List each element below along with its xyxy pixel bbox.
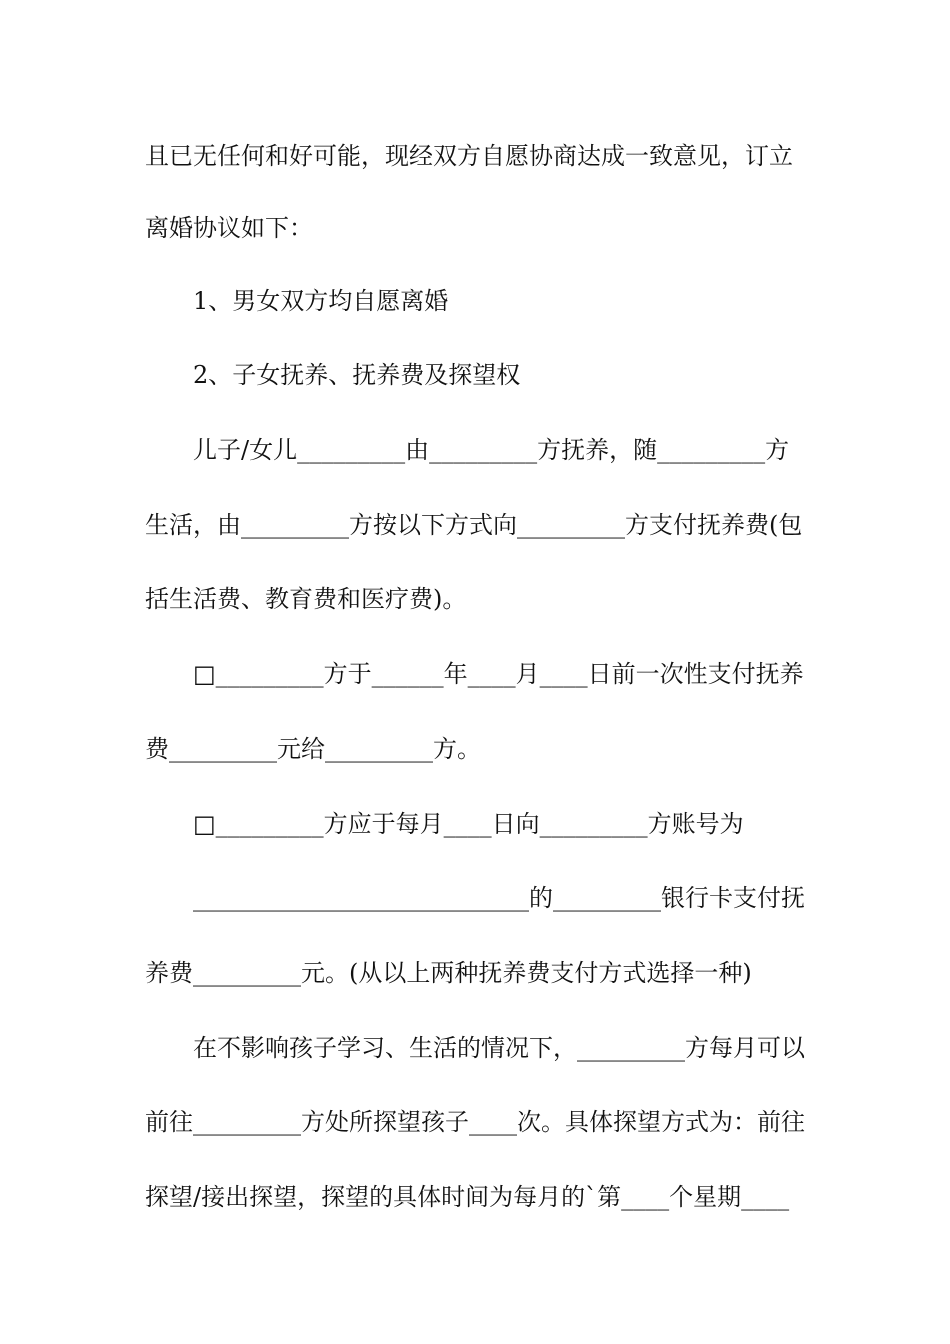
body-text-line: 养费_________元。(从以上两种抚养费支付方式选择一种)	[145, 959, 752, 987]
visitation-paragraph: 在不影响孩子学习、生活的情况下，_________方每月可以	[193, 1034, 805, 1062]
body-text-line: 费_________元给_________方。	[145, 735, 481, 763]
payment-option-monthly: □_________方应于每月____日向_________方账号为	[193, 810, 744, 838]
body-text-line: 且已无任何和好可能，现经双方自愿协商达成一致意见，订立	[145, 142, 793, 170]
body-text-line: 前往_________方处所探望孩子____次。具体探望方式为：前往	[145, 1108, 805, 1136]
payment-option-lump-sum: □_________方于______年____月____日前一次性支付抚养	[193, 660, 804, 688]
body-text-line: 生活，由_________方按以下方式向_________方支付抚养费(包	[145, 511, 803, 539]
body-text-line: 儿子/女儿_________由_________方抚养，随_________方	[193, 436, 790, 464]
clause-1-heading: 1、男女双方均自愿离婚	[193, 287, 449, 315]
body-text-line: ____________________________的_________银行卡支付抚	[193, 884, 805, 912]
body-text-line: 括生活费、教育费和医疗费)。	[145, 585, 467, 613]
clause-2-heading: 2、子女抚养、抚养费及探望权	[193, 361, 521, 389]
body-text-line: 离婚协议如下：	[145, 214, 313, 242]
body-text-line: 探望/接出探望，探望的具体时间为每月的`第____个星期____	[145, 1183, 790, 1211]
